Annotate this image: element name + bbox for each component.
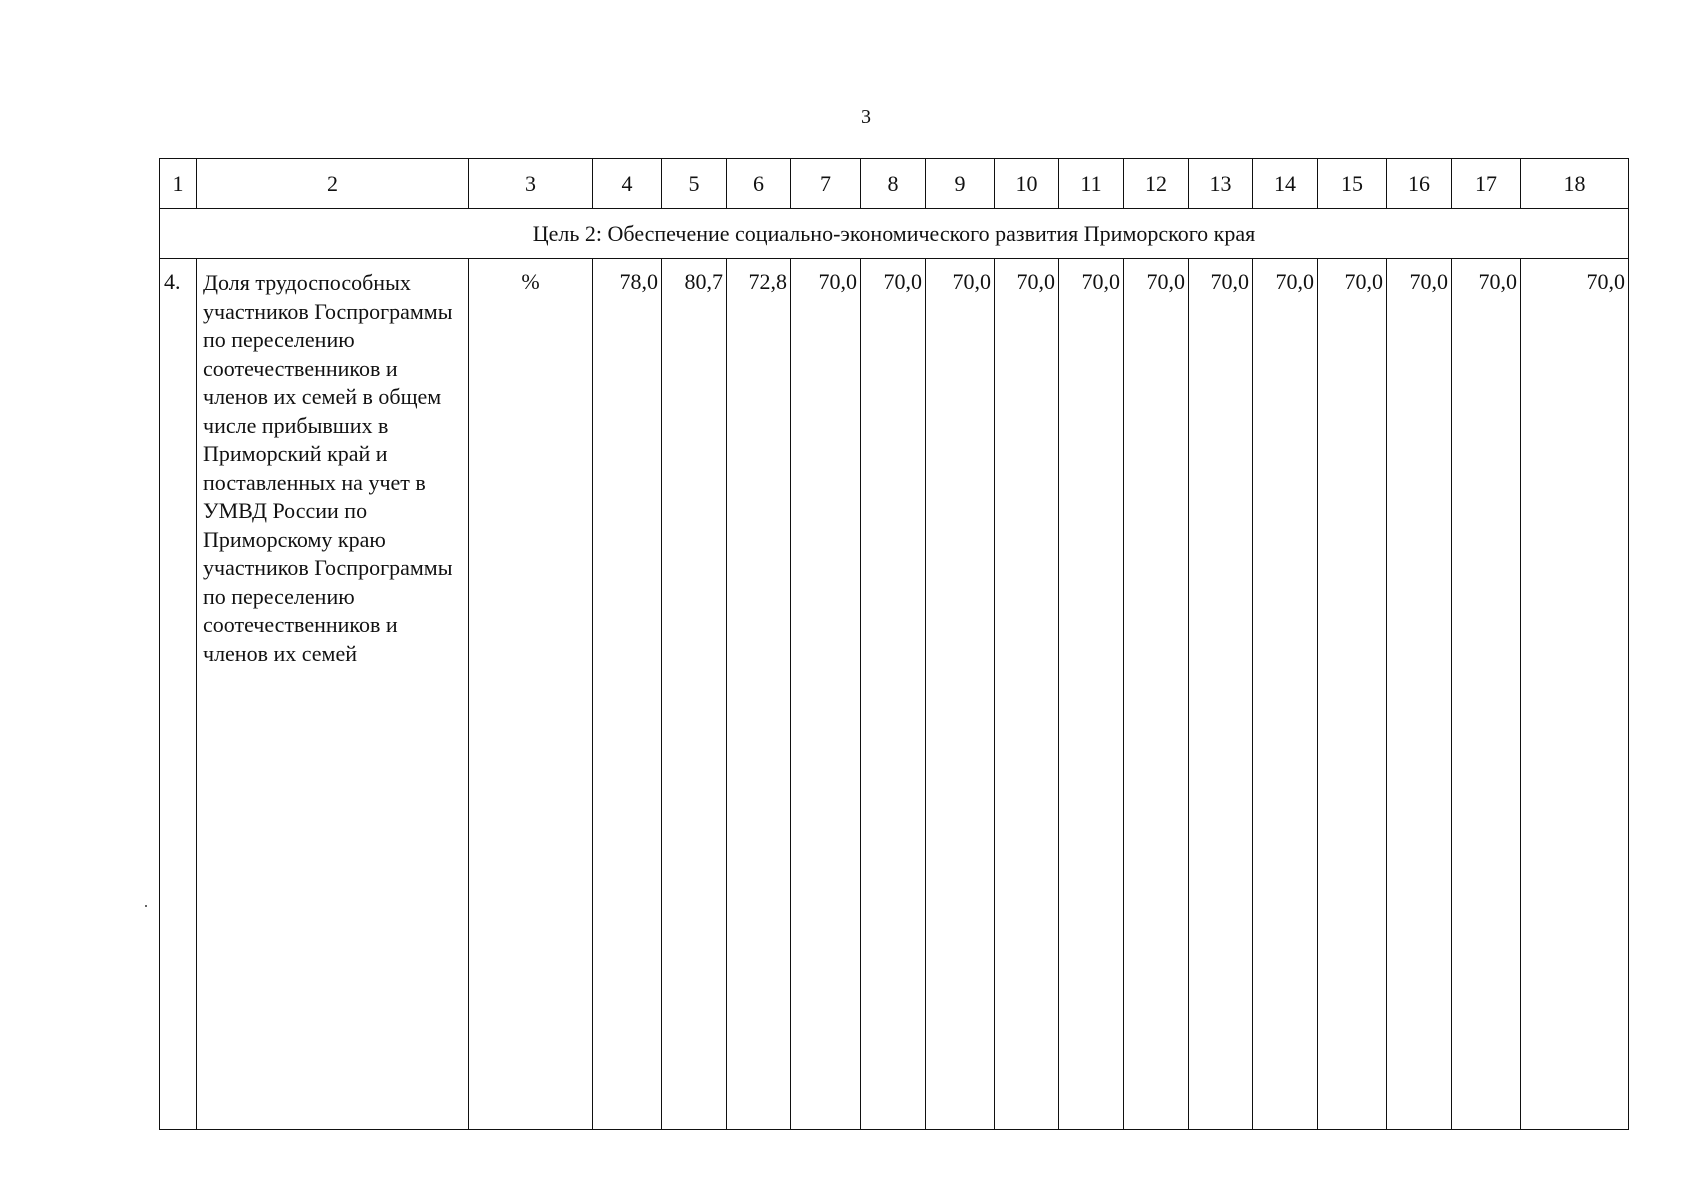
header-cell-9: 9 [926, 159, 995, 209]
header-cell-3: 3 [469, 159, 593, 209]
value-cell: 70,0 [1318, 259, 1387, 1130]
header-cell-1: 1 [160, 159, 197, 209]
value-cell: 70,0 [1059, 259, 1124, 1130]
column-number-row [160, 159, 1629, 209]
value-cell: 70,0 [1124, 259, 1189, 1130]
goal-row [160, 209, 1629, 259]
value-cell: 70,0 [791, 259, 861, 1130]
value-cell: 78,0 [593, 259, 662, 1130]
indicator-description-text: Доля трудоспособных участников Госпрограммы по переселению соотечественников и членов их семей в общем числе прибывших в Приморский край и поставленных на учет в УМВД России по Приморскому краю участников Госпрограммы по переселению соотечественников и членов их семей [203, 270, 453, 666]
header-cell-18: 18 [1521, 159, 1629, 209]
scan-speck [145, 905, 147, 907]
header-cell-2: 2 [197, 159, 469, 209]
header-cell-10: 10 [995, 159, 1059, 209]
header-cell-16: 16 [1387, 159, 1452, 209]
goal-title: Цель 2: Обеспечение социально-экономического развития Приморского края [160, 209, 1629, 259]
row-index: 4. [160, 259, 197, 1130]
indicator-table [159, 158, 1629, 1130]
header-cell-11: 11 [1059, 159, 1124, 209]
header-cell-17: 17 [1452, 159, 1521, 209]
unit-cell: % [469, 259, 593, 1130]
value-cell: 70,0 [861, 259, 926, 1130]
value-cell: 70,0 [1189, 259, 1253, 1130]
header-cell-13: 13 [1189, 159, 1253, 209]
value-cell: 70,0 [1387, 259, 1452, 1130]
page-number: 3 [861, 106, 871, 128]
value-cell: 70,0 [995, 259, 1059, 1130]
header-cell-15: 15 [1318, 159, 1387, 209]
header-cell-6: 6 [727, 159, 791, 209]
value-cell: 70,0 [1253, 259, 1318, 1130]
indicator-row [160, 259, 1629, 1130]
header-cell-4: 4 [593, 159, 662, 209]
indicator-description [197, 259, 469, 1130]
header-cell-8: 8 [861, 159, 926, 209]
value-cell: 72,8 [727, 259, 791, 1130]
value-cell: 70,0 [926, 259, 995, 1130]
value-cell: 70,0 [1452, 259, 1521, 1130]
value-cell: 80,7 [662, 259, 727, 1130]
header-cell-14: 14 [1253, 159, 1318, 209]
value-cell: 70,0 [1521, 259, 1629, 1130]
header-cell-7: 7 [791, 159, 861, 209]
header-cell-12: 12 [1124, 159, 1189, 209]
header-cell-5: 5 [662, 159, 727, 209]
